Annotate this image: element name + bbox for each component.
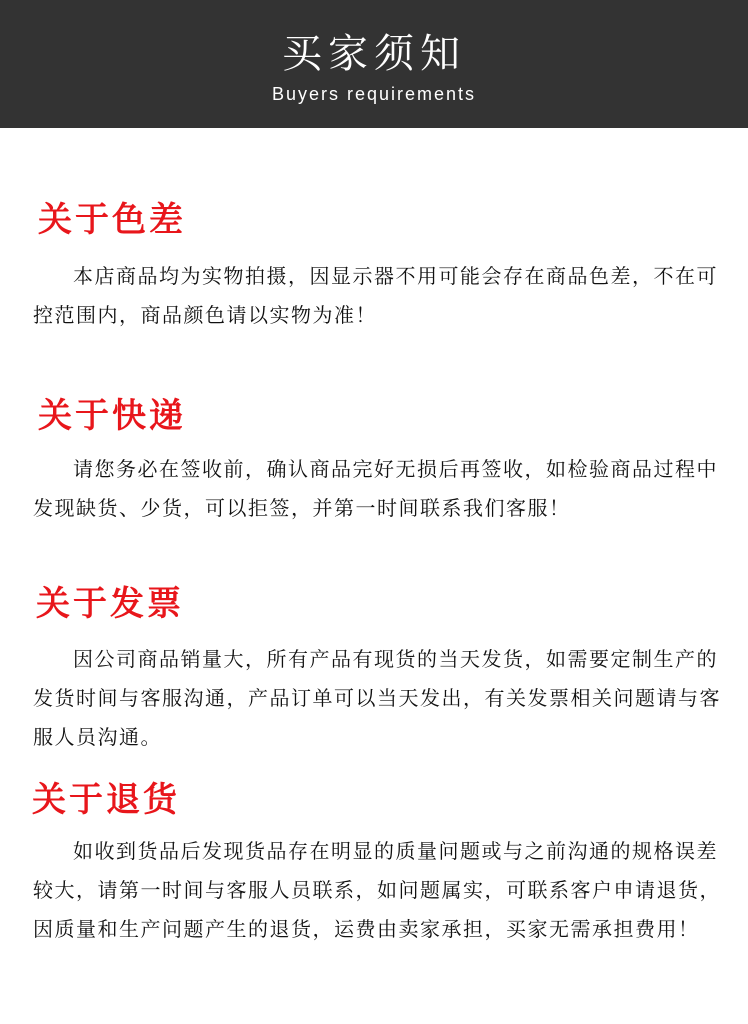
section-body: 因公司商品销量大，所有产品有现货的当天发货，如需要定制生产的发货时间与客服沟通，产品订单可以当天发出，有关发票相关问题请与客服人员沟通。 [33,647,721,749]
section-title: 关于退货 [32,780,180,820]
section-title: 关于色差 [38,200,186,240]
section-body: 本店商品均为实物拍摄，因显示器不用可能会存在商品色差，不在可控范围内，商品颜色请以实物为准！ [33,264,718,327]
page-subtitle: Buyers requirements [271,84,477,104]
section-title: 关于发票 [36,584,184,624]
header-banner [0,0,748,128]
page-title: 买家须知 [282,31,466,77]
section-body: 请您务必在签收前，确认商品完好无损后再签收，如检验商品过程中发现缺货、少货，可以拒签，并第一时间联系我们客服！ [33,457,718,520]
section-body: 如收到货品后发现货品存在明显的质量问题或与之前沟通的规格误差较大，请第一时间与客服人员联系，如问题属实，可联系客户申请退货，因质量和生产问题产生的退货，运费由卖家承担，买家无需承担费用！ [33,839,721,941]
section-title: 关于快递 [38,396,186,436]
